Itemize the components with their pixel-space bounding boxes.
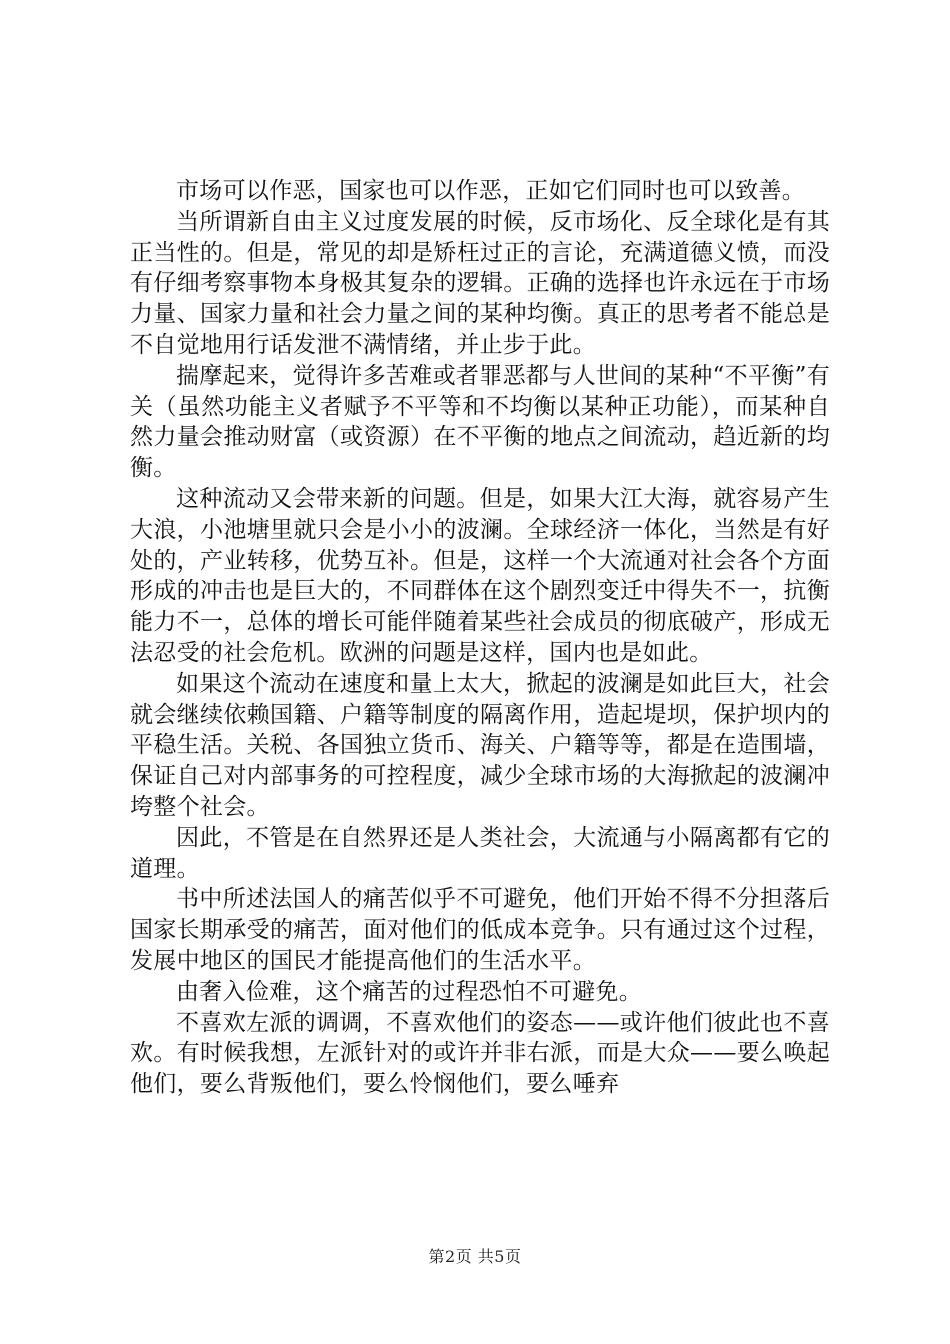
- paragraph: 市场可以作恶，国家也可以作恶，正如它们同时也可以致善。: [176, 178, 806, 204]
- document-body: [130, 176, 830, 1100]
- paragraph: 当所谓新自由主义过度发展的时候，反市场化、反全球化是有其正当性的。但是，常见的却是矫枉过正的言论，充满道德义愤，而没有仔细考察事物本身极其复杂的逻辑。正确的选择也许永远在于市场力量、国家力量和社会力量之间的某种均衡。真正的思考者不能总是不自觉地用行话发泄不满情绪，并止步于此。: [130, 208, 830, 358]
- paragraph: 这种流动又会带来新的问题。但是，如果大江大海，就容易产生大浪，小池塘里就只会是小小的波澜。全球经济一体化，当然是有好处的，产业转移，优势互补。但是，这样一个大流通对社会各个方面形成的冲击也是巨大的，不同群体在这个剧烈变迁中得失不一，抗衡能力不一，总体的增长可能伴随着某些社会成员的彻底破产，形成无法忍受的社会危机。欧洲的问题是这样，国内也是如此。: [130, 485, 830, 666]
- paragraph: 揣摩起来，觉得许多苦难或者罪恶都与人世间的某种“不平衡”有关（虽然功能主义者赋予不平等和不均衡以某种正功能），而某种自然力量会推动财富（或资源）在不平衡的地点之间流动，趋近新的均衡。: [130, 362, 830, 482]
- paragraph: 不喜欢左派的调调，不喜欢他们的姿态——或许他们彼此也不喜欢。有时候我想，左派针对的或许并非右派，而是大众——要么唤起他们，要么背叛他们，要么怜悯他们，要么唾弃: [130, 1009, 830, 1098]
- page-number-footer: 第2页 共5页: [428, 1247, 522, 1266]
- paragraph: 由奢入俭难，这个痛苦的过程恐怕不可避免。: [176, 978, 642, 1005]
- paragraph: 因此，不管是在自然界还是人类社会，大流通与小隔离都有它的道理。: [130, 824, 830, 882]
- paragraph: 如果这个流动在速度和量上太大，掀起的波澜是如此巨大，社会就会继续依赖国籍、户籍等制度的隔离作用，造起堤坝，保护坝内的平稳生活。关税、各国独立货币、海关、户籍等等，都是在造围墙，保证自己对内部事务的可控程度，减少全球市场的大海掀起的波澜冲垮整个社会。: [130, 670, 830, 820]
- paragraph: 书中所述法国人的痛苦似乎不可避免，他们开始不得不分担落后国家长期承受的痛苦，面对他们的低成本竞争。只有通过这个过程，发展中地区的国民才能提高他们的生活水平。: [130, 886, 830, 974]
